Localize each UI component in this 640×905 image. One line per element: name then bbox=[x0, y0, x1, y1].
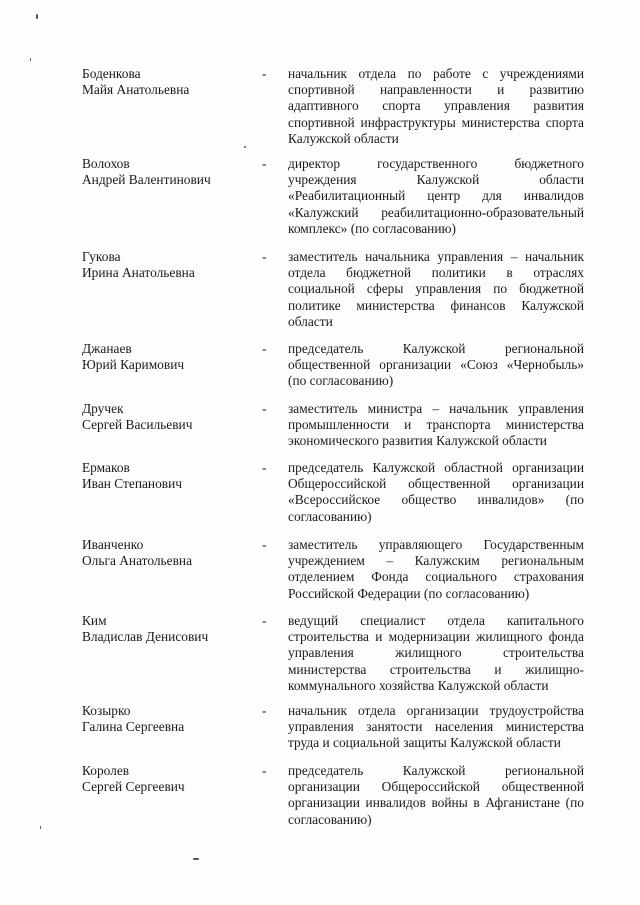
member-role: заместитель начальника управления – начальник отдела бюджетной политики в отраслях социальной сферы управления по бюджетной политике министерства финансов Калужской области bbox=[288, 249, 584, 329]
member-name bbox=[82, 156, 252, 188]
member-surname: Иванченко bbox=[82, 537, 144, 552]
member-name bbox=[82, 249, 252, 281]
member-name bbox=[82, 537, 252, 569]
member-role: начальник отдела организации трудоустройства управления занятости населения министерства труда и социальной защиты Калужской области bbox=[288, 703, 584, 751]
scan-speck bbox=[40, 826, 41, 829]
member-dash: - bbox=[262, 460, 267, 475]
member-role: ведущий специалист отдела капитального строительства и модернизации жилищного фонда управления жилищного строительства министерства строительства и жилищно-коммунального хозяйства Калужской области bbox=[288, 613, 584, 693]
member-given-name: Сергей Васильевич bbox=[82, 417, 193, 433]
member-role: председатель Калужской областной организации Общероссийской общественной организации «Всероссийское общество инвалидов» (по согласованию) bbox=[288, 460, 584, 524]
member-surname: Волохов bbox=[82, 156, 130, 171]
member-dash: - bbox=[262, 249, 267, 264]
scan-speck bbox=[244, 146, 246, 148]
member-dash: - bbox=[262, 703, 267, 718]
member-name bbox=[82, 703, 252, 735]
scan-speck bbox=[30, 58, 31, 61]
member-given-name: Галина Сергеевна bbox=[82, 719, 185, 735]
member-dash: - bbox=[262, 763, 267, 778]
member-role: директор государственного бюджетного учреждения Калужской области «Реабилитационный центр для инвалидов «Калужский реабилитационно-образовательный комплекс» (по согласованию) bbox=[288, 156, 584, 236]
member-given-name: Владислав Денисович bbox=[82, 629, 209, 645]
member-role: заместитель министра – начальник управления промышленности и транспорта министерства экономического развития Калужской области bbox=[288, 401, 584, 449]
member-surname: Боденкова bbox=[82, 66, 141, 81]
scan-speck bbox=[193, 858, 199, 860]
member-given-name: Ирина Анатольевна bbox=[82, 265, 195, 281]
member-surname: Козырко bbox=[82, 703, 131, 718]
member-name bbox=[82, 613, 252, 645]
member-dash: - bbox=[262, 66, 267, 81]
member-given-name: Ольга Анатольевна bbox=[82, 553, 193, 569]
member-given-name: Сергей Сергеевич bbox=[82, 779, 185, 795]
member-surname: Дручек bbox=[82, 401, 124, 416]
member-surname: Джанаев bbox=[82, 341, 132, 356]
member-name bbox=[82, 341, 252, 373]
member-dash: - bbox=[262, 537, 267, 552]
scan-speck bbox=[36, 14, 38, 19]
member-name bbox=[82, 401, 252, 433]
member-name bbox=[82, 763, 252, 795]
member-dash: - bbox=[262, 401, 267, 416]
member-surname: Гукова bbox=[82, 249, 121, 264]
member-name bbox=[82, 460, 252, 492]
member-surname: Королев bbox=[82, 763, 130, 778]
member-surname: Ким bbox=[82, 613, 107, 628]
member-dash: - bbox=[262, 341, 267, 356]
member-role: председатель Калужской региональной организации Общероссийской общественной организации инвалидов войны в Афганистане (по согласованию) bbox=[288, 763, 584, 827]
member-given-name: Майя Анатольевна bbox=[82, 82, 190, 98]
member-name bbox=[82, 66, 252, 98]
member-surname: Ермаков bbox=[82, 460, 130, 475]
member-dash: - bbox=[262, 156, 267, 171]
member-role: начальник отдела по работе с учреждениями спортивной направленности и развитию адаптивного спорта управления развития спортивной инфраструктуры министерства спорта Калужской области bbox=[288, 66, 584, 146]
member-role: председатель Калужской региональной общественной организации «Союз «Чернобыль» (по согласованию) bbox=[288, 341, 584, 389]
member-given-name: Иван Степанович bbox=[82, 476, 183, 492]
member-role: заместитель управляющего Государственным учреждением – Калужским региональным отделением Фонда социального страхования Российской Федерации (по согласованию) bbox=[288, 537, 584, 601]
member-given-name: Юрий Каримович bbox=[82, 357, 185, 373]
member-dash: - bbox=[262, 613, 267, 628]
member-given-name: Андрей Валентинович bbox=[82, 172, 211, 188]
